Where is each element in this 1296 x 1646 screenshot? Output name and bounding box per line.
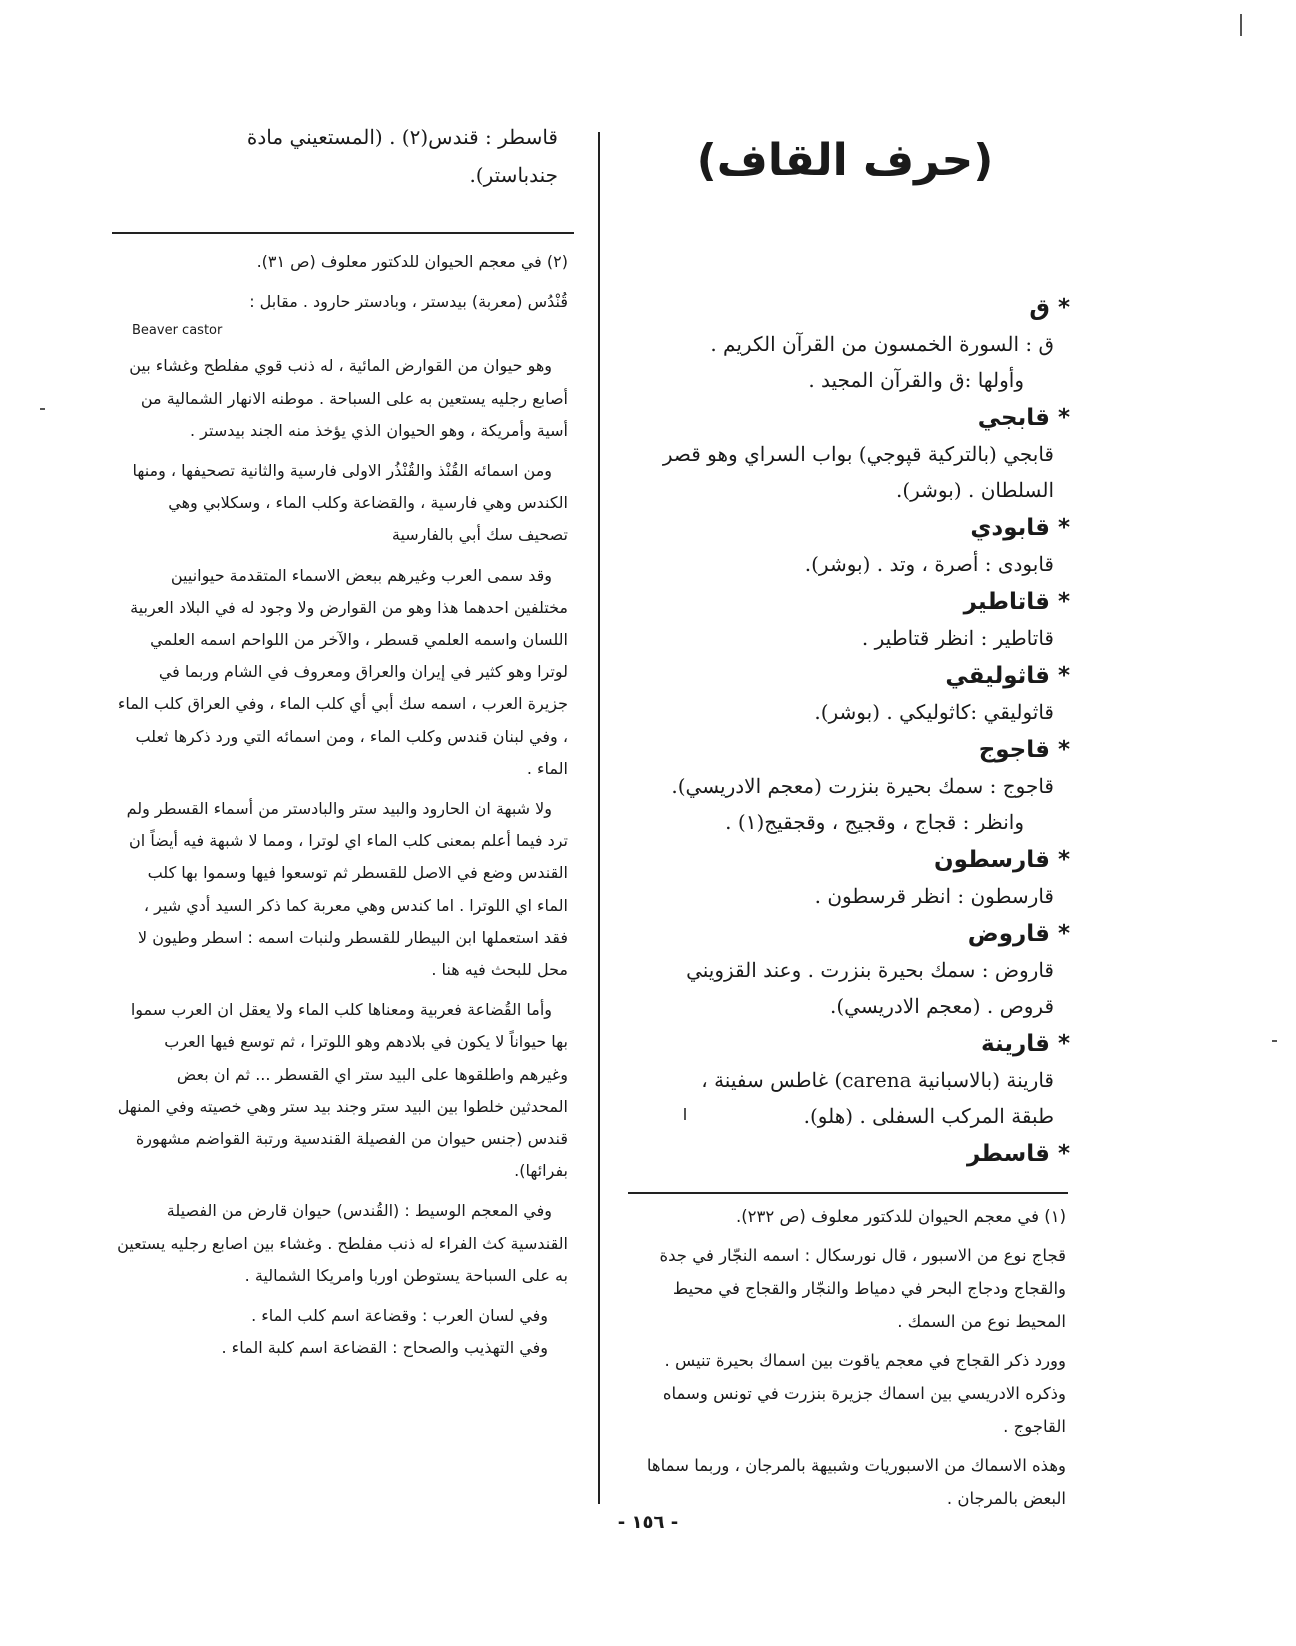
- footnote-paragraph: وأما القُضاعة فعربية ومعناها كلب الماء ولا يعقل ان العرب سموا بها حيواناً لا يكون في بلادهم وهو اللوترا ، ثم توسع فيها العرب وغيرهم واطلقوها على البيد ستر اي القسطر ... ثم ان بعض المحدثين خلطوا بين البيد ستر وجند بيد ستر وهي خصيته وفي المنهل قندس (جنس حيوان من الفصيلة القندسية ورتبة القواضم مشهورة بفرائها).: [117, 1000, 568, 1181]
- footnote-paragraph: وفي المعجم الوسيط : (القُندس) حيوان قارض من الفصيلة القندسية كث الفراء له ذنب مفلطح . وغشاء بين اصابع رجليه يستعين به على السباحة يستوطن اوربا وامريكا الشمالية .: [117, 1201, 568, 1285]
- entry-line: طبقة المركب السفلى . (هلو).: [803, 1104, 1054, 1128]
- entry-head: * قاروض: [967, 921, 1070, 947]
- entry-line: قاتاطير : انظر قتاطير .: [861, 626, 1054, 650]
- scan-speck: [684, 1108, 686, 1120]
- entry-head: * قاجوج: [978, 737, 1070, 763]
- entry-head: * قاتاطير: [963, 589, 1070, 615]
- entry-line: قابودى : أصرة ، وتد . (بوشر).: [804, 552, 1054, 576]
- entry-head: * قاثوليقي: [945, 663, 1070, 689]
- entry: [620, 1136, 1070, 1172]
- scan-speck: [40, 408, 45, 410]
- entry: [620, 290, 1070, 398]
- entry: [620, 400, 1070, 508]
- entry: [620, 510, 1070, 582]
- entry: [620, 584, 1070, 656]
- entry-line: قاجوج : سمك بحيرة بنزرت (معجم الادريسي).: [671, 774, 1054, 798]
- entry-line: قاروض : سمك بحيرة بنزرت . وعند القزويني: [686, 958, 1054, 982]
- entry-line: وأولها :ق والقرآن المجيد .: [808, 368, 1024, 392]
- entry-head: * قارسطون: [933, 847, 1070, 873]
- entry: [620, 658, 1070, 730]
- footnote-paragraph: وورد ذكر القجاج في معجم ياقوت بين اسماك بحيرة تنيس . وذكره الادريسي بين اسماك جزيرة بنزرت في تونس وسماه القاجوج .: [662, 1351, 1066, 1436]
- entry-head: * قابجي: [977, 405, 1070, 431]
- footnote-paragraph: ومن اسمائه القُنْذ والقُنْذُر الاولى فارسية والثانية تصحيفها ، ومنها الكندس وهي فارسية ، والقضاعة وكلب الماء ، وسكلابي وهي تصحيف سك أبي بالفارسية: [132, 461, 568, 545]
- footnote-title: (١) في معجم الحيوان للدكتور معلوف (ص ٢٣٢).: [735, 1207, 1066, 1226]
- entry-line: قابجي (بالتركية قپوجي) بواب السراي وهو قصر: [662, 442, 1054, 466]
- entry-line: قاثوليقي :كاثوليكي . (بوشر).: [814, 700, 1054, 724]
- entry: [620, 1026, 1070, 1134]
- entry-line: قارسطون : انظر قرسطون .: [814, 884, 1054, 908]
- entry-line: السلطان . (بوشر).: [895, 478, 1054, 502]
- scan-speck: [1272, 1040, 1277, 1042]
- entry-line: قاسطر : قندس(٢) . (المستعيني مادة: [246, 125, 558, 149]
- footnotes-right: [636, 1200, 1066, 1521]
- page-number: - ١٥٦ -: [617, 1512, 679, 1533]
- footnote-subtitle: قُنْدُس (معربة) بيدستر ، وبادستر حارود . مقابل :: [249, 292, 568, 312]
- entry: [620, 916, 1070, 1024]
- entry-line: ق : السورة الخمسون من القرآن الكريم .: [710, 332, 1054, 356]
- entry: [620, 842, 1070, 914]
- entry-line: وانظر : قجاج ، وقجيج ، وقجقيج(١) .: [725, 810, 1024, 834]
- footnote-rule: [628, 1192, 1068, 1194]
- entry-head: * قابودي: [970, 515, 1070, 541]
- entry-line: قارينة (بالاسبانية carena) غاطس سفينة ،: [701, 1068, 1054, 1092]
- latin-term: Beaver castor: [132, 323, 223, 339]
- footnote-paragraph: وهو حيوان من القوارض المائية ، له ذنب قوي مفلطح وغشاء بين أصابع رجليه يستعين به على السباحة . موطنه الانهار الشمالية من أسية وأمريكة ، وهو الحيوان الذي يؤخذ منه الجند بيدستر .: [129, 356, 568, 440]
- footnote-paragraph: قجاج نوع من الاسبور ، قال نورسكال : اسمه النجّار في جدة والقجاج ودجاج البحر في دمياط والنجّار والقجاج في محيط المحيط نوع من السمك .: [659, 1246, 1066, 1331]
- entry-head: * قاسطر: [966, 1141, 1070, 1167]
- footnote-paragraph: ولا شبهة ان الحارود والبيد ستر والبادستر من أسماء القسطر ولم ترد فيما أعلم بمعنى كلب الماء اي لوترا ، ومما لا شبهة فيه أيضاً ان القندس وضع في الاصل للقسطر ثم توسعوا فيها وسموا بها كلب الماء اي اللوترا . اما كندس وهي معربة كما ذكر السيد أدي شير ، فقد استعملها ابن البيطار للقسطر ولنبات اسمه : اسطر وطيون لا محل للبحث فيه هنا .: [126, 799, 568, 980]
- left-column: [108, 118, 564, 194]
- footnote-rule: [112, 232, 574, 234]
- entry-head: * قارينة: [981, 1031, 1070, 1057]
- column-divider: [598, 132, 600, 1504]
- footnotes-left: [116, 246, 568, 1365]
- footnote-line: وفي لسان العرب : وقضاعة اسم كلب الماء .: [251, 1306, 548, 1326]
- entry-head: * ق: [1029, 295, 1070, 321]
- entry-line: قروص . (معجم الادريسي).: [829, 994, 1054, 1018]
- right-column: [620, 128, 1070, 1172]
- footnote-paragraph: وهذه الاسماك من الاسبوريات وشبيهة بالمرجان ، وربما سماها البعض بالمرجان .: [646, 1456, 1066, 1508]
- scan-speck: [1240, 14, 1242, 36]
- entry-line: جندباستر).: [469, 163, 558, 187]
- footnote-paragraph: وقد سمى العرب وغيرهم ببعض الاسماء المتقدمة حيوانيين مختلفين احدهما هذا وهو من القوارض ولا وجود له في البلاد العربية اللسان واسمه العلمي قسطر ، والآخر من اللواحم اسمه العلمي لوترا وهو كثير في إيران والعراق ومعروف في الشام وربما في جزيرة العرب ، اسمه سك أبي أي كلب الماء ، وفي العراق كلب الماء ، وفي لبنان قندس وكلب الماء ، ومن اسمائه التي ورد ذكرها ثعلب الماء .: [117, 565, 568, 778]
- footnote-title: (٢) في معجم الحيوان للدكتور معلوف (ص ٣١).: [256, 252, 568, 271]
- entry: [620, 732, 1070, 840]
- section-title: (حرف القاف): [696, 135, 994, 186]
- footnote-line: وفي التهذيب والصحاح : القضاعة اسم كلبة الماء .: [221, 1338, 548, 1358]
